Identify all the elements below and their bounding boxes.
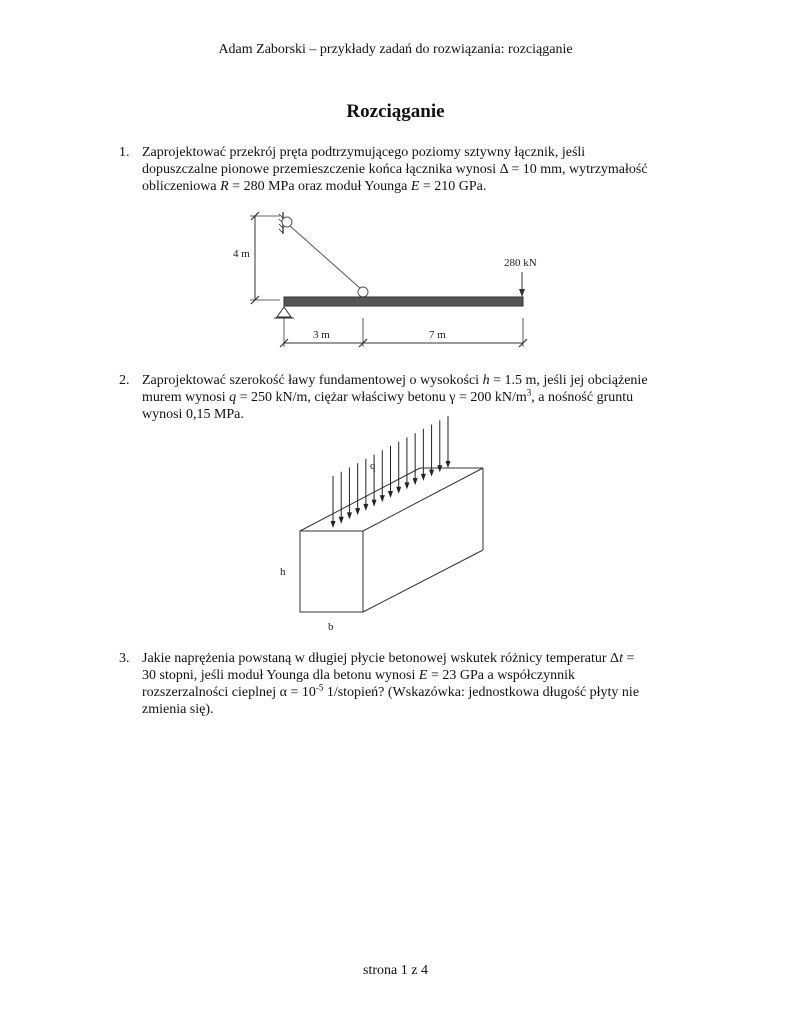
height-label: h bbox=[280, 566, 286, 578]
load-arrow-head bbox=[396, 487, 401, 494]
page-header: Adam Zaborski – przykłady zadań do rozwiązania: rozciąganie bbox=[218, 42, 573, 57]
text-line: Jakie naprężenia powstaną w długiej płycie betonowej wskutek różnicy temperatur Δt = bbox=[142, 651, 635, 666]
text-line: 30 stopni, jeśli moduł Younga dla betonu wynosi E = 23 GPa a współczynnik bbox=[142, 668, 575, 683]
load-arrow-head bbox=[388, 491, 393, 498]
text-line: dopuszczalne pionowe przemieszczenie końca łącznika wynosi Δ = 10 mm, wytrzymałość bbox=[142, 162, 648, 177]
text-line: murem wynosi q = 250 kN/m, ciężar właściwy betonu γ = 200 $kN/m^3$, a nośność gruntu bbox=[142, 387, 634, 405]
load-arrow-head bbox=[404, 482, 409, 489]
text-line: rozszerzalności cieplnej $\alpha = 10^{-5}$ 1/stopień? (Wskazówka: jednostkowa długość płyty nie bbox=[142, 682, 640, 700]
span1-label: 3 m bbox=[313, 329, 330, 341]
problem-3 bbox=[119, 650, 679, 718]
problem-number: 3. bbox=[119, 651, 130, 666]
span2-label: 7 m bbox=[429, 329, 446, 341]
load-arrow-head bbox=[429, 470, 434, 477]
load-arrow-head bbox=[421, 474, 426, 481]
load-arrow-head bbox=[380, 495, 385, 502]
load-label: q bbox=[370, 460, 376, 472]
problem-number: 1. bbox=[119, 145, 130, 160]
page-footer: strona 1 z 4 bbox=[363, 963, 428, 978]
width-label: b bbox=[328, 621, 334, 633]
load-arrow-head bbox=[437, 465, 442, 472]
footing-top-edge bbox=[300, 468, 420, 531]
text-line: zmienia się). bbox=[142, 702, 214, 717]
load-arrow-head bbox=[339, 517, 344, 524]
load-arrow-head bbox=[446, 461, 451, 468]
text-line: Zaprojektować przekrój pręta podtrzymującego poziomy sztywny łącznik, jeśli bbox=[142, 145, 586, 160]
load-arrow-head bbox=[355, 508, 360, 515]
problem-text bbox=[142, 650, 679, 718]
page-title: Rozciąganie bbox=[346, 101, 445, 122]
problem-number: 2. bbox=[119, 373, 130, 388]
distributed-load-arrows bbox=[331, 416, 451, 528]
footing-front-face bbox=[300, 531, 363, 612]
footing-bottom-edge bbox=[363, 550, 483, 612]
load-label: 280 kN bbox=[504, 257, 537, 269]
text-line: Zaprojektować szerokość ławy fundamentowej o wysokości h = 1.5 m, jeśli jej obciążenie bbox=[142, 373, 648, 388]
text-line: wynosi 0,15 MPa. bbox=[142, 407, 244, 422]
load-arrow-head bbox=[372, 500, 377, 507]
load-arrow-head bbox=[331, 521, 336, 528]
load-arrow-head bbox=[347, 512, 352, 519]
load-arrow-head bbox=[413, 478, 418, 485]
height-label: 4 m bbox=[233, 248, 250, 260]
load-arrow-head bbox=[363, 504, 368, 511]
text-line: obliczeniowa R = 280 MPa oraz moduł Younga E = 210 GPa. bbox=[142, 179, 487, 194]
